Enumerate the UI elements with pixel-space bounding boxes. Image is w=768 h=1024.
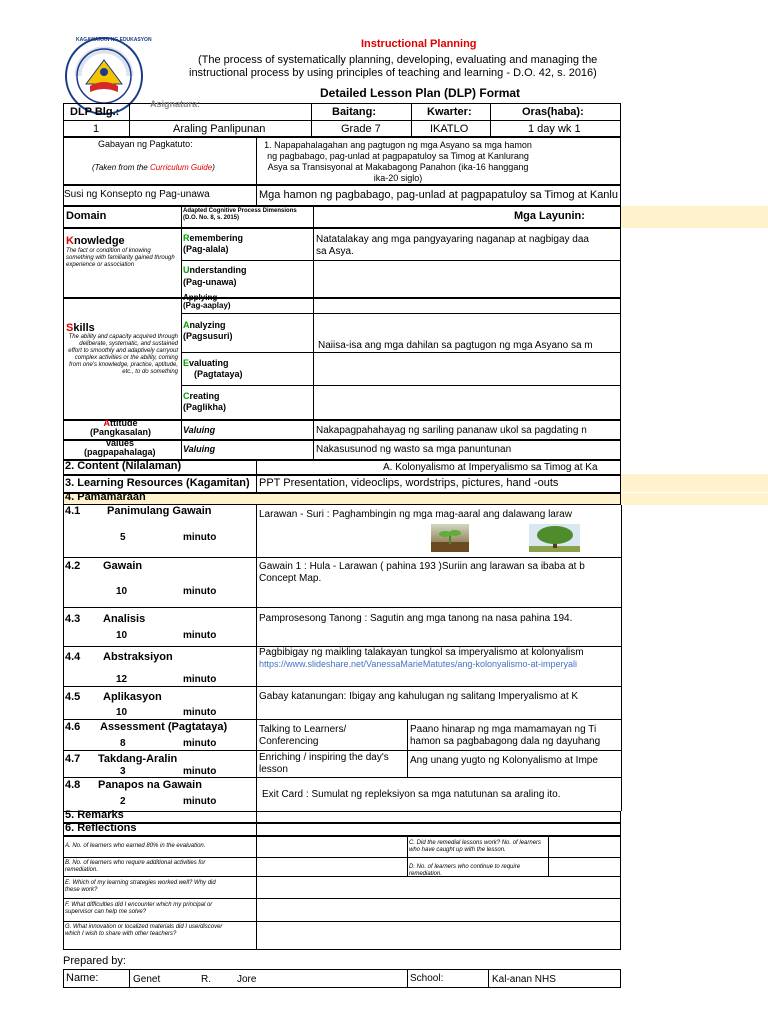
values-label	[84, 439, 156, 457]
step-4-3-unit: minuto	[183, 630, 217, 641]
seal-text: KAGAWARAN NG EDUKASYON	[76, 37, 152, 43]
step-4-2-text: Gawain 1 : Hula - Larawan ( pahina 193 )Suriin ang larawan sa ibaba at b	[259, 561, 585, 572]
school-label: School:	[410, 973, 444, 984]
quarter-value: IKATLO	[430, 123, 469, 135]
dlp-number-label: DLP Blg.:	[70, 106, 120, 118]
step-4-6-col1-cont: Conferencing	[259, 736, 319, 747]
knowledge-rest: nowledge	[73, 235, 125, 247]
step-4-2-minutes: 10	[116, 586, 128, 597]
creating-label	[183, 391, 220, 401]
step-4-7-col1: Enriching / inspiring the day's	[259, 752, 389, 763]
school-value: Kal-anan NHS	[492, 974, 556, 985]
quarter-label: Kwarter:	[427, 106, 472, 118]
step-4-4-link[interactable]: https://www.slideshare.net/VanessaMarieMatutes/ang-kolonyalismo-at-imperyali	[259, 659, 577, 669]
creating-letter: C	[183, 391, 190, 401]
first-name: Genet	[133, 974, 161, 985]
definition-line-2: instructional process by using principles of teaching and learning - D.O. 42, s. 2016)	[189, 67, 597, 79]
resources-text: PPT Presentation, videoclips, wordstrips, pictures, hand -outs	[259, 477, 559, 489]
step-4-5-unit: minuto	[183, 707, 217, 718]
step-4-8-number: 4.8	[65, 779, 81, 791]
understanding-letter: U	[183, 265, 190, 275]
step-4-6-col2: Paano hinarap ng mga mamamayan ng Ti	[410, 724, 597, 735]
step-4-1-unit: minuto	[183, 532, 217, 543]
reflection-e: E. Which of my learning strategies worked well? Why did these work?	[65, 880, 216, 893]
step-4-4-text: Pagbibigay ng maikling talakayan tungkol sa imperyalismo at kolonyalism	[259, 647, 584, 658]
reflection-c: C. Did the remedial lessons work? No. of learners who have caught up with the lesson.	[409, 840, 542, 853]
content-text: A. Kolonyalismo at Imperyalismo sa Timog at Ka	[383, 462, 598, 473]
step-4-6-col2-cont: hamon sa pagbabagong dala ng dayuhang	[410, 736, 601, 747]
knowledge-label	[66, 235, 125, 247]
gabay-label: Gabayan ng Pagkatuto:	[98, 139, 193, 149]
reflection-a: A. No. of learners who earned 80% in the evaluation.	[65, 843, 206, 849]
gabay-source	[92, 163, 215, 172]
reflections-label: 6. Reflections	[65, 822, 137, 834]
susi-label: Susi ng Konsepto ng Pag-unawa	[64, 189, 210, 200]
step-4-1-text: Larawan - Suri : Paghambingin ng mga mag-aaral ang dalawang laraw	[259, 509, 572, 520]
step-4-1-name: Panimulang Gawain	[107, 505, 212, 517]
step-4-5-name: Aplikasyon	[103, 691, 162, 703]
subject-label: Asignatura:	[150, 99, 201, 109]
step-4-2-text-cont: Concept Map.	[259, 573, 322, 584]
step-4-8-minutes: 2	[120, 796, 126, 807]
remembering-objective: Natatalakay ang mga pangyayaring naganap at nagbigay daa	[316, 234, 589, 245]
duration-value: 1 day wk 1	[528, 123, 581, 135]
step-4-6-col1: Talking to Learners/	[259, 724, 347, 735]
remembering-rest: emembering	[189, 233, 244, 243]
skills-label	[66, 322, 95, 334]
understanding-sub: (Pag-unawa)	[183, 277, 237, 287]
remembering-sub: (Pag-alala)	[183, 244, 229, 254]
step-4-3-minutes: 10	[116, 630, 128, 641]
grade-label: Baitang:	[332, 106, 376, 118]
step-4-6-minutes: 8	[120, 738, 126, 749]
attitude-valuing: Valuing	[183, 425, 216, 435]
evaluating-sub: (Pagtataya)	[194, 369, 243, 379]
seedling-photo	[431, 524, 469, 552]
step-4-4-number: 4.4	[65, 651, 81, 663]
step-4-2-name: Gawain	[103, 560, 143, 572]
step-4-3-name: Analisis	[103, 613, 146, 625]
applying-sub: (Pag-aaplay)	[183, 301, 231, 310]
remembering-label	[183, 233, 243, 243]
step-4-6-unit: minuto	[183, 738, 217, 749]
step-4-7-minutes: 3	[120, 766, 126, 777]
values-sub: (pagpapahalaga)	[84, 447, 156, 457]
analyzing-rest: nalyzing	[189, 320, 226, 330]
knowledge-letter: K	[66, 235, 74, 247]
understanding-rest: nderstanding	[189, 265, 247, 275]
step-4-7-name: Takdang-Aralin	[98, 753, 178, 765]
step-4-2-unit: minuto	[183, 586, 217, 597]
remarks-label: 5. Remarks	[65, 809, 124, 821]
curriculum-guide-link[interactable]: Curriculum Guide	[149, 163, 213, 172]
step-4-4-minutes: 12	[116, 674, 128, 685]
step-4-3-text: Pamprosesong Tanong : Sagutin ang mga tanong na nasa pahina 194.	[259, 613, 573, 624]
pamamaraan-label: 4. Pamamaraan	[65, 491, 146, 503]
skills-letter: S	[66, 322, 74, 334]
applying-label	[183, 294, 231, 313]
subject-value: Araling Panlipunan	[173, 123, 266, 135]
step-4-7-number: 4.7	[65, 753, 81, 765]
reflection-g: G. What innovation or localized materials did I use/discover which I wish to share with other teachers?	[65, 924, 223, 937]
evaluating-label	[183, 358, 229, 368]
definition-line-1: (The process of systematically planning, developing, evaluating and managing the	[198, 54, 598, 66]
gabay-source-suffix: )	[212, 163, 215, 172]
step-4-5-text: Gabay katanungan: Ibigay ang kahulugan ng salitang Imperyalismo at K	[259, 691, 579, 702]
step-4-7-unit: minuto	[183, 766, 217, 777]
values-objective: Nakasusunod ng wasto sa mga panuntunan	[316, 444, 512, 455]
remembering-objective-cont: sa Asya.	[316, 246, 354, 257]
step-4-8-name: Panapos na Gawain	[98, 779, 202, 791]
attitude-objective: Nakapagpahahayag ng sariling pananaw ukol sa pagdating n	[316, 425, 587, 436]
step-4-6-number: 4.6	[65, 721, 81, 733]
reflection-b: B. No. of learners who require additional activities for remediation.	[65, 860, 206, 873]
remarks-row	[63, 811, 621, 823]
step-4-4-name: Abstraksiyon	[103, 651, 173, 663]
attitude-letter: A	[103, 418, 111, 428]
adapted-label: Adapted Cognitive Process Dimensions (D.O. No. 8, s. 2015)	[183, 208, 297, 221]
middle-initial: R.	[201, 974, 211, 985]
knowledge-desc: The fact or condition of knowing something with familiarity gained through experience or association	[66, 248, 175, 268]
remembering-letter: R	[183, 233, 190, 243]
prepared-by-label: Prepared by:	[63, 955, 126, 967]
step-4-1-minutes: 5	[120, 532, 126, 543]
attitude-rest: ttitude	[110, 418, 138, 428]
step-4-2-number: 4.2	[65, 560, 81, 572]
understanding-label	[183, 265, 247, 275]
content-label: 2. Content (Nilalaman)	[65, 460, 182, 472]
step-4-8-text: Exit Card : Sumulat ng repleksiyon sa mga natutunan sa araling ito.	[262, 789, 561, 800]
evaluating-letter: E	[183, 358, 190, 368]
pamamaraan-row	[63, 493, 621, 505]
susi-text: Mga hamon ng pagbabago, pag-unlad at pagpapatuloy sa Timog at Kanlu	[259, 189, 618, 201]
domain-label: Domain	[66, 210, 107, 222]
creating-sub: (Paglikha)	[183, 402, 227, 412]
values-text: Values	[105, 438, 135, 448]
resources-label: 3. Learning Resources (Kagamitan)	[65, 477, 250, 489]
format-title: Detailed Lesson Plan (DLP) Format	[320, 86, 521, 100]
step-4-5-number: 4.5	[65, 691, 81, 703]
applying-text: Applying	[183, 294, 218, 302]
gabay-text: 1. Napapahalagahan ang pagtugon ng mga Asyano sa mga hamon ng pagbabago, pag-unlad at pagpapatuloy sa Timog at Kanlurang Asya sa Transisyonal at Makabagong Panahon (ika-16 hanggang ika-20 siglo)	[264, 140, 532, 183]
analyzing-label	[183, 320, 226, 330]
analyzing-sub: (Pagsusuri)	[183, 331, 233, 341]
objectives-label: Mga Layunin:	[514, 210, 585, 222]
duration-label: Oras(haba):	[522, 106, 584, 118]
skills-desc: The ability and capacity acquired through deliberate, systematic, and sustained effort to smoothly and adaptively carryout complex activities or the ability, coming from one's knowledge, practice, aptitude, etc., to do something	[68, 334, 178, 375]
tree-photo	[529, 524, 580, 552]
step-4-7-col2: Ang unang yugto ng Kolonyalismo at Impe	[410, 755, 598, 766]
analyzing-objective: Naiisa-isa ang mga dahilan sa pagtugon ng mga Asyano sa m	[318, 340, 593, 351]
dlp-number-value: 1	[93, 123, 100, 135]
attitude-label	[90, 419, 151, 437]
last-name: Jore	[237, 974, 257, 985]
step-4-5-minutes: 10	[116, 707, 128, 718]
reflections-row	[63, 823, 621, 836]
values-valuing: Valuing	[183, 444, 216, 454]
step-4-8-unit: minuto	[183, 796, 217, 807]
creating-rest: reating	[189, 391, 220, 401]
attitude-sub: (Pangkasalan)	[90, 427, 152, 437]
name-label: Name:	[66, 972, 99, 984]
evaluating-rest: valuating	[189, 358, 229, 368]
grade-value: Grade 7	[341, 123, 381, 135]
reflection-f: F. What difficulties did I encounter which my principal or supervisor can help me solve?	[65, 902, 213, 915]
reflection-d: D. No. of learners who continue to require remediation.	[409, 864, 521, 877]
step-4-4-unit: minuto	[183, 674, 217, 685]
gabay-source-prefix: (Taken from the	[92, 163, 150, 172]
step-4-6-name: Assessment (Pagtataya)	[100, 721, 228, 733]
step-4-3-number: 4.3	[65, 613, 81, 625]
analyzing-letter: A	[183, 320, 190, 330]
skills-rest: kills	[73, 322, 95, 334]
header-title: Instructional Planning	[361, 38, 477, 50]
step-4-7-col1-cont: lesson	[259, 764, 288, 775]
step-4-1-number: 4.1	[65, 505, 81, 517]
